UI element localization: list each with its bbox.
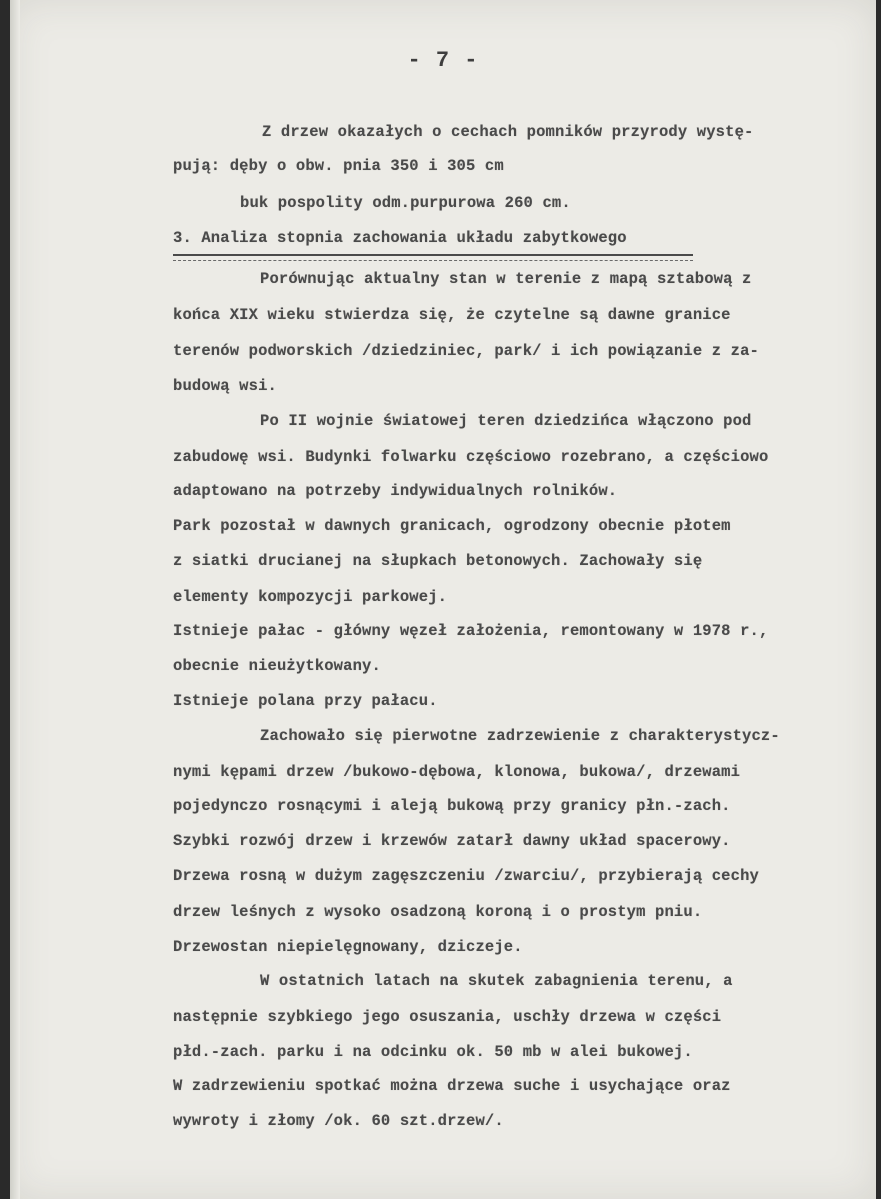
text-line-19: nymi kępami drzew /bukowo-dębowa, klonowa, bukowa/, drzewami bbox=[173, 763, 741, 781]
text-line-6: końca XIX wieku stwierdza się, że czytelne są dawne granice bbox=[173, 306, 731, 324]
heading-underline bbox=[173, 254, 693, 261]
text-line-21: Szybki rozwój drzew i krzewów zatarł dawny układ spacerowy. bbox=[173, 832, 731, 850]
text-line-17: Istnieje polana przy pałacu. bbox=[173, 692, 438, 710]
text-line-15: Istnieje pałac - główny węzeł założenia, remontowany w 1978 r., bbox=[173, 622, 769, 640]
text-line-3: buk pospolity odm.purpurowa 260 cm. bbox=[240, 194, 571, 212]
text-line-7: terenów podworskich /dziedziniec, park/ i ich powiązanie z za- bbox=[173, 342, 759, 360]
text-line-29: wywroty i złomy /ok. 60 szt.drzew/. bbox=[173, 1112, 504, 1130]
text-line-27: płd.-zach. parku i na odcinku ok. 50 mb w alei bukowej. bbox=[173, 1043, 693, 1061]
document-page bbox=[10, 0, 876, 1199]
text-line-11: adaptowano na potrzeby indywidualnych rolników. bbox=[173, 482, 618, 500]
page-number: - 7 - bbox=[407, 48, 479, 73]
text-line-25: W ostatnich latach na skutek zabagnienia terenu, a bbox=[260, 972, 733, 990]
text-line-20: pojedynczo rosnącymi i aleją bukową przy granicy płn.-zach. bbox=[173, 797, 731, 815]
text-line-28: W zadrzewieniu spotkać można drzewa suche i usychające oraz bbox=[173, 1077, 731, 1095]
text-line-9: Po II wojnie światowej teren dziedzińca włączono pod bbox=[260, 412, 752, 430]
text-line-22: Drzewa rosną w dużym zagęszczeniu /zwarciu/, przybierają cechy bbox=[173, 867, 759, 885]
text-line-8: budową wsi. bbox=[173, 377, 277, 395]
text-line-10: zabudowę wsi. Budynki folwarku częściowo rozebrano, a częściowo bbox=[173, 448, 769, 466]
section-heading: 3. Analiza stopnia zachowania układu zabytkowego bbox=[173, 229, 627, 247]
text-line-2: pują: dęby o obw. pnia 350 i 305 cm bbox=[173, 157, 504, 175]
text-line-14: elementy kompozycji parkowej. bbox=[173, 588, 448, 606]
text-line-24: Drzewostan niepielęgnowany, dziczeje. bbox=[173, 938, 523, 956]
text-line-5: Porównując aktualny stan w terenie z mapą sztabową z bbox=[260, 270, 752, 288]
text-line-26: następnie szybkiego jego osuszania, uschły drzewa w części bbox=[173, 1008, 722, 1026]
text-line-16: obecnie nieużytkowany. bbox=[173, 657, 381, 675]
text-line-23: drzew leśnych z wysoko osadzoną koroną i o prostym pniu. bbox=[173, 903, 703, 921]
text-line-13: z siatki drucianej na słupkach betonowych. Zachowały się bbox=[173, 552, 703, 570]
text-line-1: Z drzew okazałych o cechach pomników przyrody wystę- bbox=[262, 123, 754, 141]
text-line-18: Zachowało się pierwotne zadrzewienie z charakterystycz- bbox=[260, 727, 780, 745]
text-line-12: Park pozostał w dawnych granicach, ogrodzony obecnie płotem bbox=[173, 517, 731, 535]
